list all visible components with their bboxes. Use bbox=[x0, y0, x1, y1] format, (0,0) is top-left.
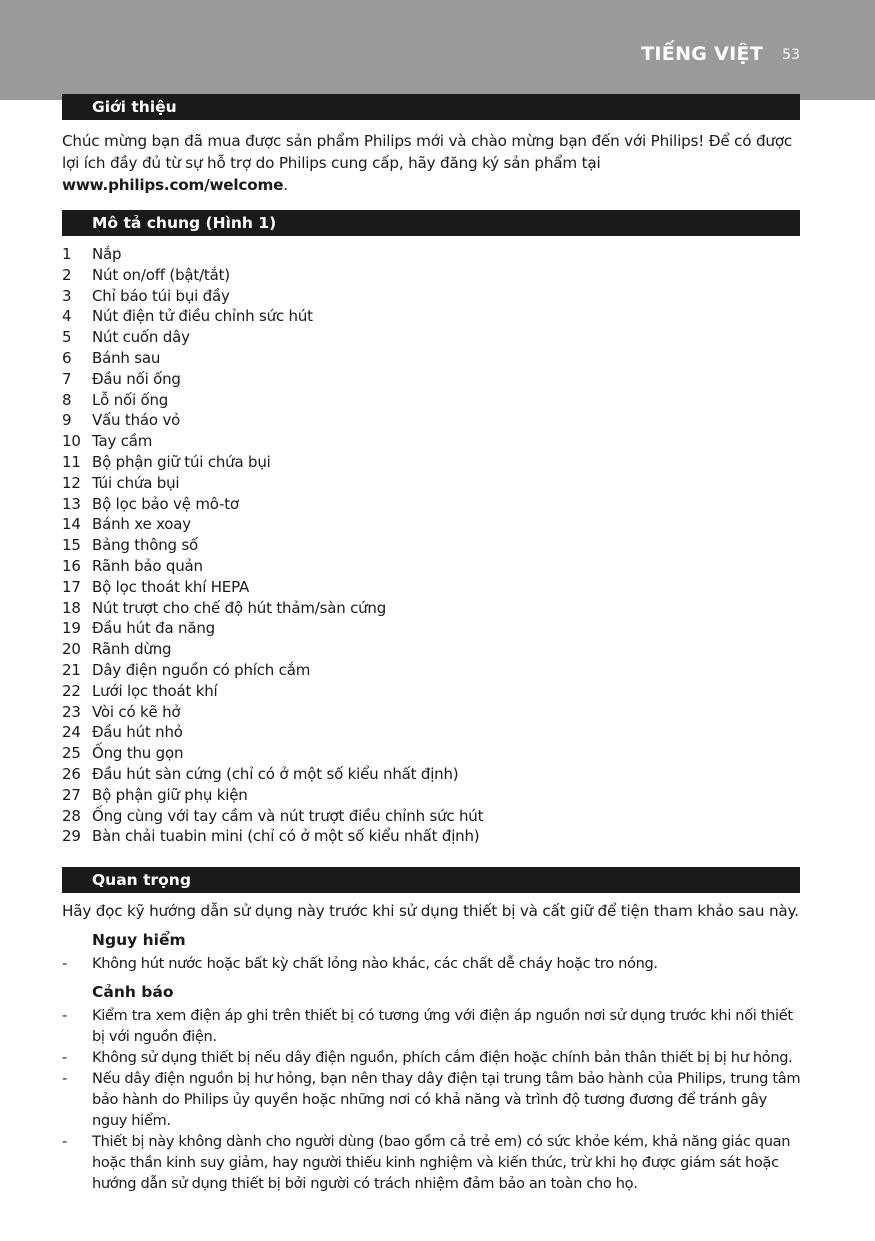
parts-list-item bbox=[62, 598, 802, 619]
intro-text-end: . bbox=[283, 176, 288, 194]
danger-item-text: Không hút nước hoặc bất kỳ chất lỏng nào khác, các chất dễ cháy hoặc tro nóng. bbox=[92, 955, 658, 972]
parts-list-item bbox=[62, 265, 802, 286]
item-number: 29 bbox=[62, 827, 81, 846]
parts-list-item bbox=[62, 473, 802, 494]
parts-list-item bbox=[62, 327, 802, 348]
parts-list-item bbox=[62, 826, 802, 847]
warning-item bbox=[62, 1068, 802, 1131]
item-label: Lưới lọc thoát khí bbox=[92, 681, 218, 700]
parts-list-item bbox=[62, 806, 802, 827]
bullet-dash: - bbox=[62, 1049, 67, 1066]
parts-list-item bbox=[62, 306, 802, 327]
item-number: 18 bbox=[62, 598, 81, 617]
page-number: 53 bbox=[782, 47, 800, 63]
parts-list-item bbox=[62, 369, 802, 390]
item-label: Dây điện nguồn có phích cắm bbox=[92, 660, 311, 679]
danger-item bbox=[62, 953, 802, 974]
item-label: Vòi có kẽ hở bbox=[92, 702, 181, 721]
item-label: Bộ phận giữ phụ kiện bbox=[92, 785, 248, 804]
item-number: 5 bbox=[62, 328, 72, 347]
parts-list-item bbox=[62, 785, 802, 806]
language-label: TIẾNG VIỆT bbox=[641, 43, 763, 65]
item-label: Bàn chải tuabin mini (chỉ có ở một số kiểu nhất định) bbox=[92, 827, 480, 846]
item-number: 12 bbox=[62, 473, 81, 492]
item-number: 20 bbox=[62, 640, 81, 659]
item-number: 14 bbox=[62, 515, 81, 534]
parts-list-item bbox=[62, 390, 802, 411]
bullet-dash: - bbox=[62, 955, 67, 972]
item-label: Đầu hút nhỏ bbox=[92, 723, 183, 742]
parts-list-item bbox=[62, 556, 802, 577]
parts-list-item bbox=[62, 244, 802, 265]
parts-list-item bbox=[62, 452, 802, 473]
parts-list-item bbox=[62, 431, 802, 452]
warning-item bbox=[62, 1131, 802, 1194]
section-heading-intro: Giới thiệu bbox=[62, 94, 800, 120]
item-number: 23 bbox=[62, 702, 81, 721]
warning-item-text: Không sử dụng thiết bị nếu dây điện nguồn, phích cắm điện hoặc chính bản thân thiết bị bị hư hỏng. bbox=[92, 1049, 793, 1066]
item-label: Nút cuốn dây bbox=[92, 328, 190, 347]
item-label: Đầu hút sàn cứng (chỉ có ở một số kiểu nhất định) bbox=[92, 764, 459, 783]
item-label: Chỉ báo túi bụi đầy bbox=[92, 286, 230, 305]
item-number: 27 bbox=[62, 785, 81, 804]
item-number: 11 bbox=[62, 452, 81, 471]
parts-list-item bbox=[62, 722, 802, 743]
item-number: 4 bbox=[62, 307, 72, 326]
item-label: Bộ lọc bảo vệ mô-tơ bbox=[92, 494, 239, 513]
section-heading-general: Mô tả chung (Hình 1) bbox=[62, 210, 800, 236]
bullet-dash: - bbox=[62, 1133, 67, 1150]
parts-list-item bbox=[62, 681, 802, 702]
item-number: 3 bbox=[62, 286, 72, 305]
philips-link[interactable]: www.philips.com/welcome bbox=[62, 176, 284, 194]
item-label: Vấu tháo vỏ bbox=[92, 411, 181, 430]
item-label: Nắp bbox=[92, 245, 122, 263]
item-label: Bộ lọc thoát khí HEPA bbox=[92, 577, 250, 596]
item-label: Đầu nối ống bbox=[92, 369, 181, 388]
danger-title: Nguy hiểm bbox=[92, 931, 186, 949]
item-label: Ống cùng với tay cầm và nút trượt điều chỉnh sức hút bbox=[92, 806, 484, 825]
item-label: Nút điện tử điều chỉnh sức hút bbox=[92, 307, 313, 326]
item-number: 7 bbox=[62, 369, 72, 388]
item-label: Bánh sau bbox=[92, 348, 161, 367]
item-number: 24 bbox=[62, 723, 81, 742]
item-number: 25 bbox=[62, 744, 81, 763]
item-label: Lỗ nối ống bbox=[92, 390, 169, 409]
parts-list-item bbox=[62, 618, 802, 639]
parts-list-item bbox=[62, 743, 802, 764]
item-label: Nút on/off (bật/tắt) bbox=[92, 265, 230, 284]
item-label: Tay cầm bbox=[92, 432, 153, 451]
parts-list-item bbox=[62, 514, 802, 535]
item-number: 9 bbox=[62, 411, 72, 430]
item-label: Rãnh bảo quản bbox=[92, 556, 203, 575]
bullet-dash: - bbox=[62, 1070, 67, 1087]
item-number: 13 bbox=[62, 494, 81, 513]
item-label: Bộ phận giữ túi chứa bụi bbox=[92, 452, 271, 471]
item-number: 21 bbox=[62, 660, 81, 679]
item-label: Nút trượt cho chế độ hút thảm/sàn cứng bbox=[92, 598, 387, 617]
item-label: Đầu hút đa năng bbox=[92, 619, 215, 638]
parts-list-item bbox=[62, 348, 802, 369]
warning-item-text: Kiểm tra xem điện áp ghi trên thiết bị có tương ứng với điện áp nguồn nơi sử dụng trước khi nối thiết bị với nguồn điện. bbox=[92, 1007, 793, 1045]
parts-list-item bbox=[62, 577, 802, 598]
item-label: Túi chứa bụi bbox=[92, 473, 180, 492]
parts-list-item bbox=[62, 286, 802, 307]
intro-text: Chúc mừng bạn đã mua được sản phẩm Philips mới và chào mừng bạn đến với Philips! Để có được lợi ích đầy đủ từ sự hỗ trợ do Philips cung cấp, hãy đăng ký sản phẩm tại bbox=[62, 132, 793, 172]
parts-list-item bbox=[62, 535, 802, 556]
section-heading-important: Quan trọng bbox=[62, 867, 800, 893]
item-number: 28 bbox=[62, 806, 81, 825]
parts-list-item bbox=[62, 494, 802, 515]
warning-title: Cảnh báo bbox=[92, 983, 174, 1001]
warning-item bbox=[62, 1047, 802, 1068]
intro-paragraph bbox=[62, 130, 802, 196]
item-label: Ống thu gọn bbox=[92, 744, 184, 763]
item-number: 1 bbox=[62, 245, 72, 263]
item-number: 26 bbox=[62, 764, 81, 783]
item-number: 19 bbox=[62, 619, 81, 638]
parts-list-item bbox=[62, 764, 802, 785]
parts-list bbox=[62, 244, 802, 847]
warning-item-text: Nếu dây điện nguồn bị hư hỏng, bạn nên thay dây điện tại trung tâm bảo hành của Philips, trung tâm bảo hành do Philips ủy quyền hoặc những nơi có khả năng và trình độ tương đương để tránh gây nguy hiểm. bbox=[92, 1070, 801, 1129]
warning-item bbox=[62, 1005, 802, 1047]
item-number: 22 bbox=[62, 681, 81, 700]
item-number: 6 bbox=[62, 348, 72, 367]
warning-item-text: Thiết bị này không dành cho người dùng (bao gồm cả trẻ em) có sức khỏe kém, khả năng giác quan hoặc thần kinh suy giảm, hay người thiếu kinh nghiệm và kiến thức, trừ khi họ được giám sát hoặc hướng dẫn sử dụng thiết bị bởi người có trách nhiệm đảm bảo an toàn cho họ. bbox=[92, 1133, 791, 1192]
item-number: 10 bbox=[62, 432, 81, 451]
item-number: 17 bbox=[62, 577, 81, 596]
parts-list-item bbox=[62, 660, 802, 681]
parts-list-item bbox=[62, 639, 802, 660]
item-number: 15 bbox=[62, 536, 81, 555]
item-label: Bảng thông số bbox=[92, 536, 199, 555]
important-intro: Hãy đọc kỹ hướng dẫn sử dụng này trước khi sử dụng thiết bị và cất giữ để tiện tham khảo sau này. bbox=[62, 902, 799, 920]
item-label: Rãnh dừng bbox=[92, 640, 172, 659]
parts-list-item bbox=[62, 702, 802, 723]
item-number: 16 bbox=[62, 556, 81, 575]
parts-list-item bbox=[62, 410, 802, 431]
item-number: 8 bbox=[62, 390, 72, 409]
bullet-dash: - bbox=[62, 1007, 67, 1024]
item-number: 2 bbox=[62, 265, 72, 284]
item-label: Bánh xe xoay bbox=[92, 515, 191, 534]
